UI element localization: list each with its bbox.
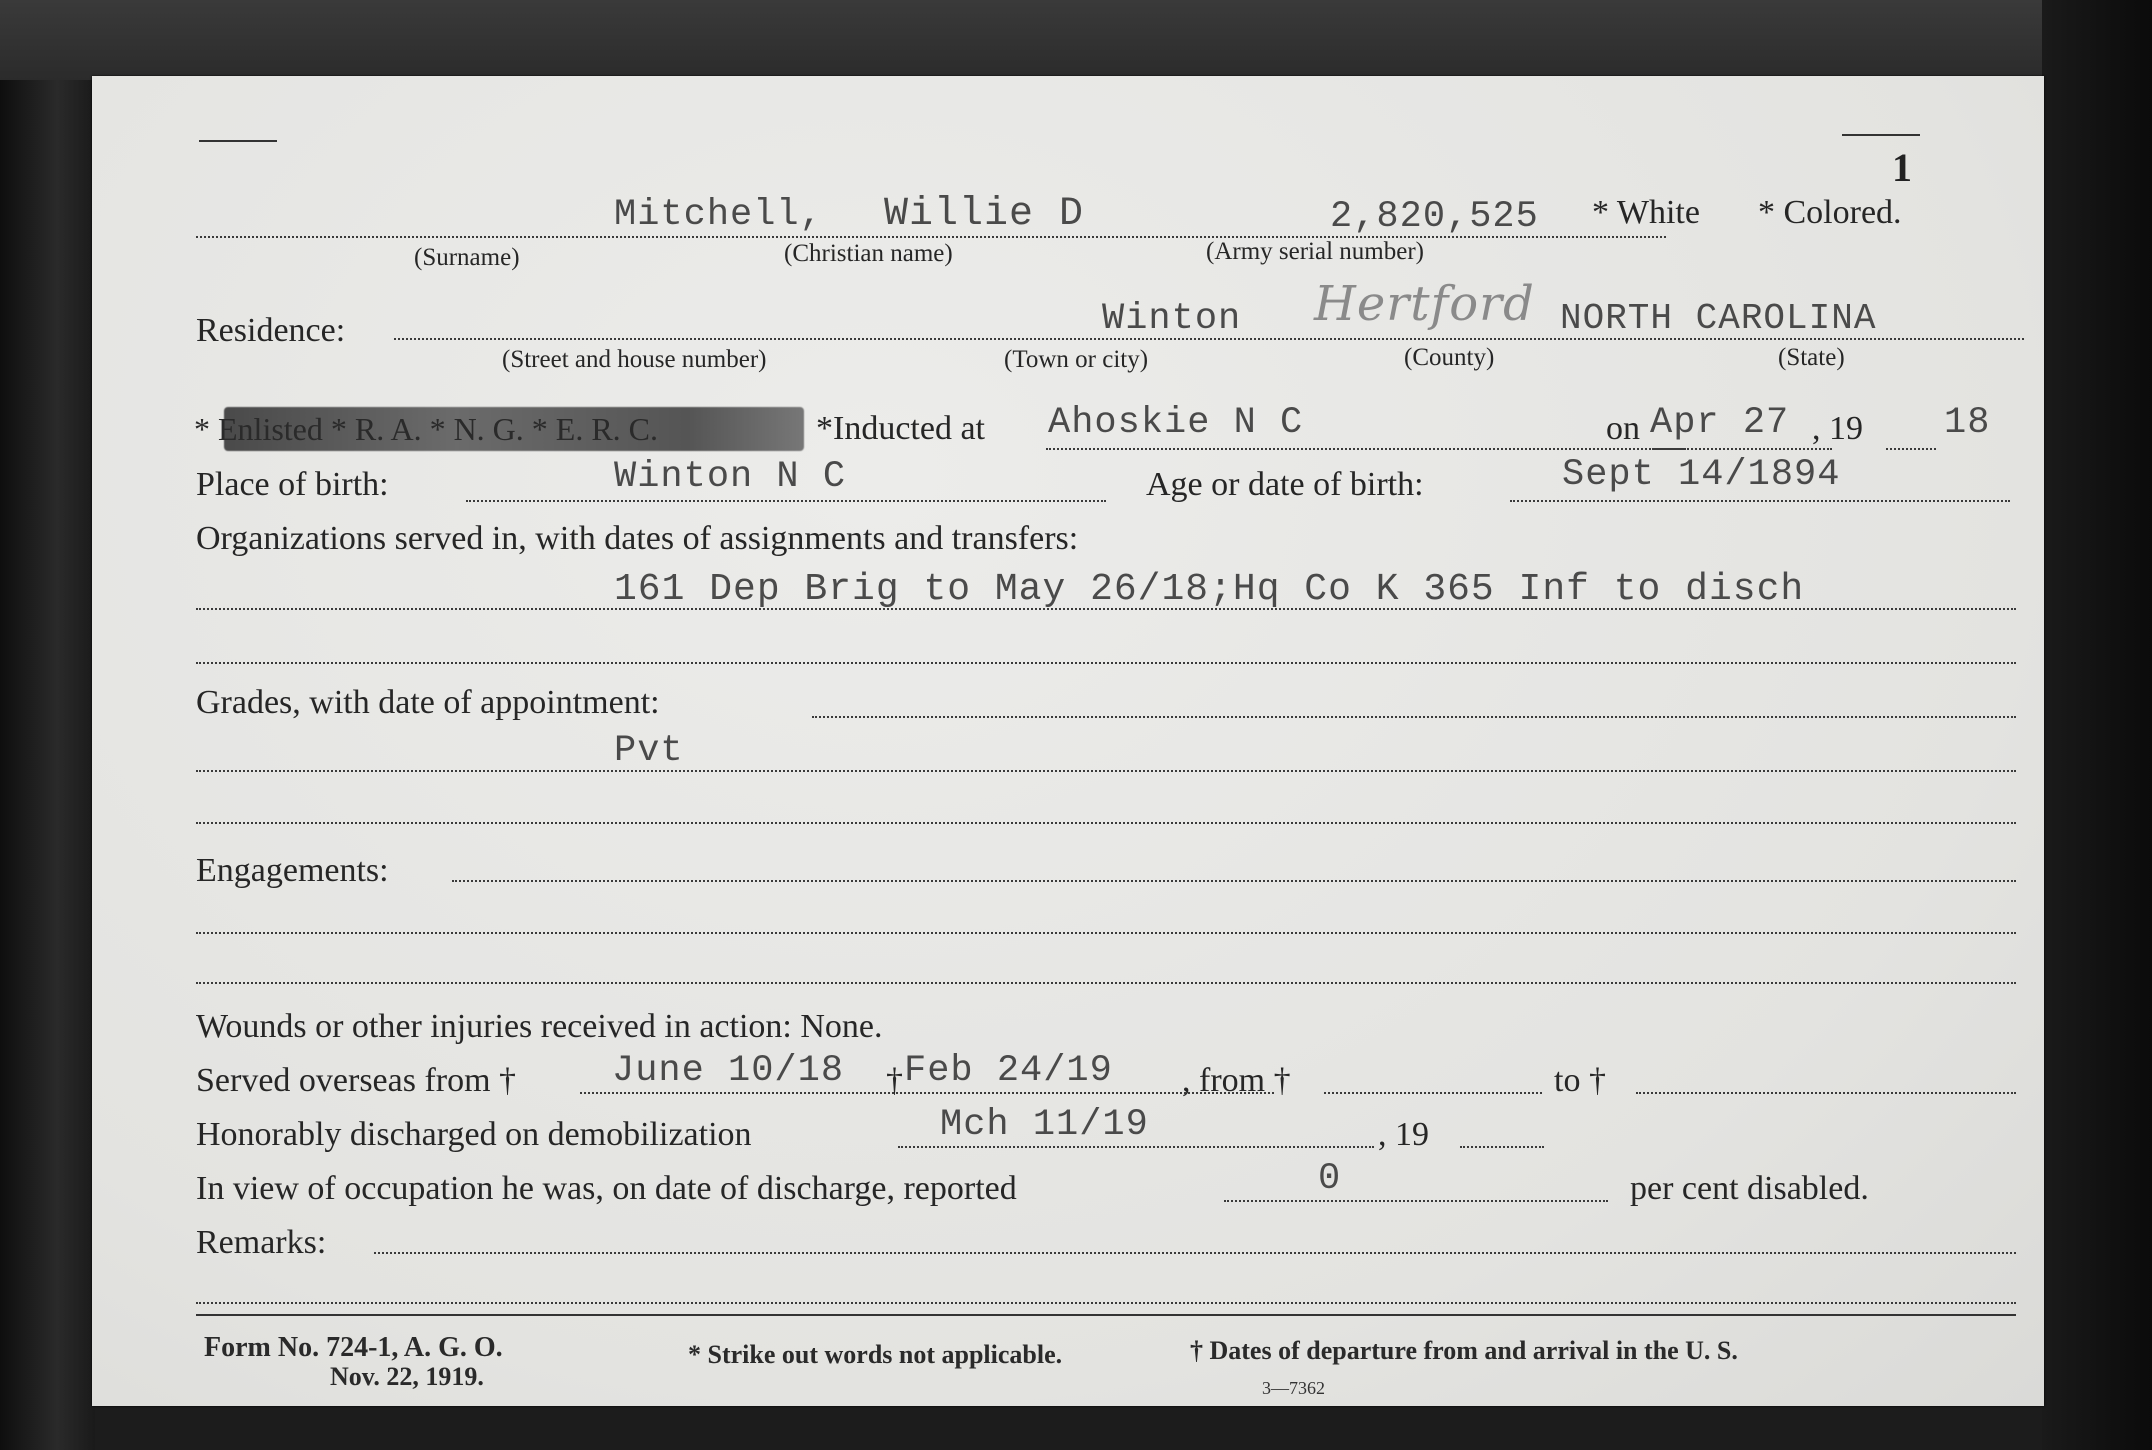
inducted-year-value: 18 <box>1944 402 1991 444</box>
card-number: 1 <box>1892 145 1912 190</box>
residence-town-value: Winton <box>1102 298 1242 340</box>
inducted-year-prefix: , 19 <box>1812 410 1863 447</box>
corner-mark-left <box>199 140 277 142</box>
white-label: * White <box>1592 194 1700 231</box>
grades-label: Grades, with date of appointment: <box>196 684 660 721</box>
inducted-date-value: Apr 27 <box>1650 402 1790 444</box>
discharge-label: Honorably discharged on demobilization <box>196 1116 752 1153</box>
scan-background-right <box>2042 0 2152 1450</box>
overseas-from-2-rule <box>1324 1092 1542 1094</box>
grades-rule-1 <box>812 716 2016 718</box>
date-of-birth-label: Age or date of birth: <box>1146 466 1424 503</box>
overseas-to-2-rule <box>1636 1092 2016 1094</box>
scan-background-top <box>0 0 2152 80</box>
engagements-rule-2 <box>196 932 2016 934</box>
christian-name-value: Willie D <box>884 192 1085 237</box>
surname-value: Mitchell, <box>614 194 823 236</box>
grades-rule-2 <box>196 770 2016 772</box>
disability-rule <box>1224 1200 1608 1202</box>
engagements-rule-1 <box>452 880 2016 882</box>
serial-number-caption: (Army serial number) <box>1206 238 1424 265</box>
disability-label: In view of occupation he was, on date of discharge, reported <box>196 1170 1017 1207</box>
overseas-from-2-label: , from † <box>1182 1062 1291 1099</box>
overseas-from-date: June 10/18 <box>612 1050 845 1092</box>
county-caption: (County) <box>1404 344 1495 371</box>
residence-state-value: NORTH CAROLINA <box>1560 298 1877 339</box>
served-overseas-label: Served overseas from † <box>196 1062 517 1099</box>
date-of-birth-value: Sept 14/1894 <box>1562 454 1841 496</box>
footnote-dates: † Dates of departure from and arrival in the U. S. <box>1190 1336 1738 1365</box>
engagements-label: Engagements: <box>196 852 389 889</box>
footer-divider <box>196 1314 2016 1316</box>
discharge-year-rule <box>1460 1146 1544 1148</box>
discharge-date-value: Mch 11/19 <box>940 1104 1149 1146</box>
grades-rule-3 <box>196 822 2016 824</box>
wounds-label: Wounds or other injuries received in action: None. <box>196 1008 883 1045</box>
organizations-rule-2 <box>196 662 2016 664</box>
form-number: Form No. 724-1, A. G. O. <box>204 1332 503 1363</box>
remarks-label: Remarks: <box>196 1224 327 1261</box>
overseas-to-2-label: to † <box>1554 1062 1606 1099</box>
place-of-birth-label: Place of birth: <box>196 466 389 503</box>
inducted-place-rule <box>1046 448 1686 450</box>
christian-name-caption: (Christian name) <box>784 240 953 267</box>
organizations-value: 161 Dep Brig to May 26/18;Hq Co K 365 Inf to disch <box>614 568 1805 611</box>
town-caption: (Town or city) <box>1004 346 1149 373</box>
form-date: Nov. 22, 1919. <box>330 1362 484 1391</box>
inducted-year-rule <box>1886 448 1936 450</box>
overseas-to-dagger: † <box>886 1062 903 1099</box>
discharge-date-rule <box>898 1146 1374 1148</box>
street-caption: (Street and house number) <box>502 346 767 373</box>
service-record-card <box>92 76 2044 1406</box>
print-code: 3—7362 <box>1262 1378 1325 1398</box>
scan-background-left <box>0 0 95 1450</box>
inducted-at-label: *Inducted at <box>816 410 985 447</box>
corner-mark-right <box>1842 134 1920 136</box>
residence-county-value: Hertford <box>1314 276 1535 332</box>
place-of-birth-value: Winton N C <box>614 456 847 498</box>
grades-value: Pvt <box>614 730 684 772</box>
enlistment-options-struck: * Enlisted * R. A. * N. G. * E. R. C. <box>194 411 659 447</box>
inducted-on-label: on <box>1606 410 1640 447</box>
overseas-dates-rule <box>580 1092 1274 1094</box>
remarks-rule-1 <box>374 1252 2016 1254</box>
overseas-to-date: Feb 24/19 <box>904 1050 1113 1092</box>
disability-suffix: per cent disabled. <box>1630 1170 1869 1207</box>
inducted-place-value: Ahoskie N C <box>1048 402 1304 444</box>
remarks-rule-2 <box>196 1302 2016 1304</box>
disability-value: 0 <box>1318 1158 1342 1200</box>
place-of-birth-rule <box>466 500 1106 502</box>
colored-label: * Colored. <box>1758 194 1902 231</box>
residence-label: Residence: <box>196 312 346 349</box>
engagements-rule-3 <box>196 982 2016 984</box>
organizations-label: Organizations served in, with dates of assignments and transfers: <box>196 520 1079 557</box>
serial-number-value: 2,820,525 <box>1330 196 1539 238</box>
state-caption: (State) <box>1778 344 1845 371</box>
discharge-year-label: , 19 <box>1378 1116 1429 1153</box>
footnote-strike-out: * Strike out words not applicable. <box>688 1340 1063 1369</box>
surname-caption: (Surname) <box>414 244 520 271</box>
inducted-date-rule <box>1652 448 1832 450</box>
date-of-birth-rule <box>1510 500 2010 502</box>
